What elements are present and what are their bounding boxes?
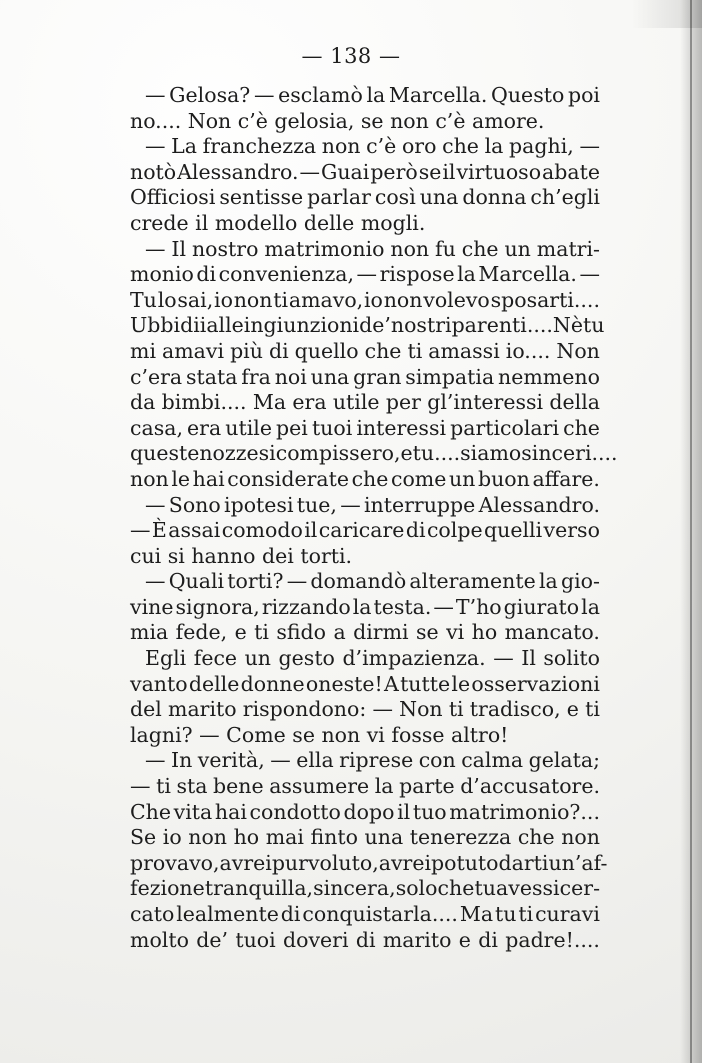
text-line: mia fede, e ti sfido a dirmi se vi ho mancato. — [130, 620, 600, 645]
text-line: del marito rispondono: — Non ti tradisco, e ti — [130, 697, 600, 722]
text-line: — Sono ipotesi tue, — interruppe Alessandro. — [145, 492, 600, 517]
text-line: — È assai comodo il caricare di colpe quelli verso — [130, 518, 600, 543]
text-line: crede il modello delle mogli. — [130, 210, 426, 235]
text-line: mi amavi più di quello che ti amassi io.... Non — [130, 338, 600, 363]
text-line: vine signora, rizzando la testa. — T’ho giurato la — [130, 594, 600, 619]
text-line: notò Alessandro. — Guai però se il virtuoso abate — [130, 159, 600, 184]
page-number: — 138 — — [301, 44, 401, 68]
text-line: Se io non ho mai finto una tenerezza che non — [130, 825, 600, 850]
text-line: vanto delle donne oneste! A tutte le osservazioni — [130, 671, 600, 696]
text-line: — In verità, — ella riprese con calma gelata; — [145, 748, 600, 773]
text-line: — Il nostro matrimonio non fu che un matri- — [145, 236, 600, 261]
text-line: monio di convenienza, — rispose la Marcella. — — [130, 262, 600, 287]
binding-line — [690, 0, 692, 1063]
text-line: Egli fece un gesto d’impazienza. — Il solito — [145, 646, 600, 671]
text-line: fezione tranquilla, sincera, solo che tu avessi cer- — [130, 876, 600, 901]
text-line: — La franchezza non c’è oro che la paghi, — — [145, 134, 600, 159]
text-line: cui si hanno dei torti. — [130, 543, 353, 568]
text-line: — Quali torti? — domandò alteramente la gio- — [145, 569, 600, 594]
text-line: Ubbidii alle ingiunzioni de’ nostri parenti.... Nè tu — [130, 313, 605, 338]
text-line: casa, era utile pei tuoi interessi particolari che — [130, 415, 600, 440]
text-line: queste nozze si compissero, e tu.... siamo sinceri.... — [130, 441, 618, 466]
text-line: Officiosi sentisse parlar così una donna ch’egli — [130, 185, 600, 210]
page-text — [130, 83, 618, 953]
text-line: da bimbi.... Ma era utile per gl’interessi della — [130, 390, 600, 415]
text-line: cato lealmente di conquistarla.... Ma tu ti curavi — [130, 902, 600, 926]
text-line: molto de’ tuoi doveri di marito e di padre!.... — [130, 927, 600, 952]
text-line: lagni? — Come se non vi fosse altro! — [130, 722, 509, 747]
text-line: — Gelosa? — esclamò la Marcella. Questo poi — [145, 83, 600, 107]
text-line: c’era stata fra noi una gran simpatia nemmeno — [130, 364, 600, 389]
text-line: — ti sta bene assumere la parte d’accusatore. — [130, 774, 600, 799]
text-line: non le hai considerate che come un buon affare. — [130, 466, 600, 491]
text-line: no.... Non c’è gelosia, se non c’è amore. — [130, 108, 545, 133]
text-line: Che vita hai condotto dopo il tuo matrimonio?... — [130, 799, 600, 824]
text-line: provavo, avrei pur voluto, avrei potuto darti un’af- — [130, 850, 608, 875]
text-line: Tu lo sai, io non ti amavo, io non volevo sposarti.... — [130, 287, 600, 312]
